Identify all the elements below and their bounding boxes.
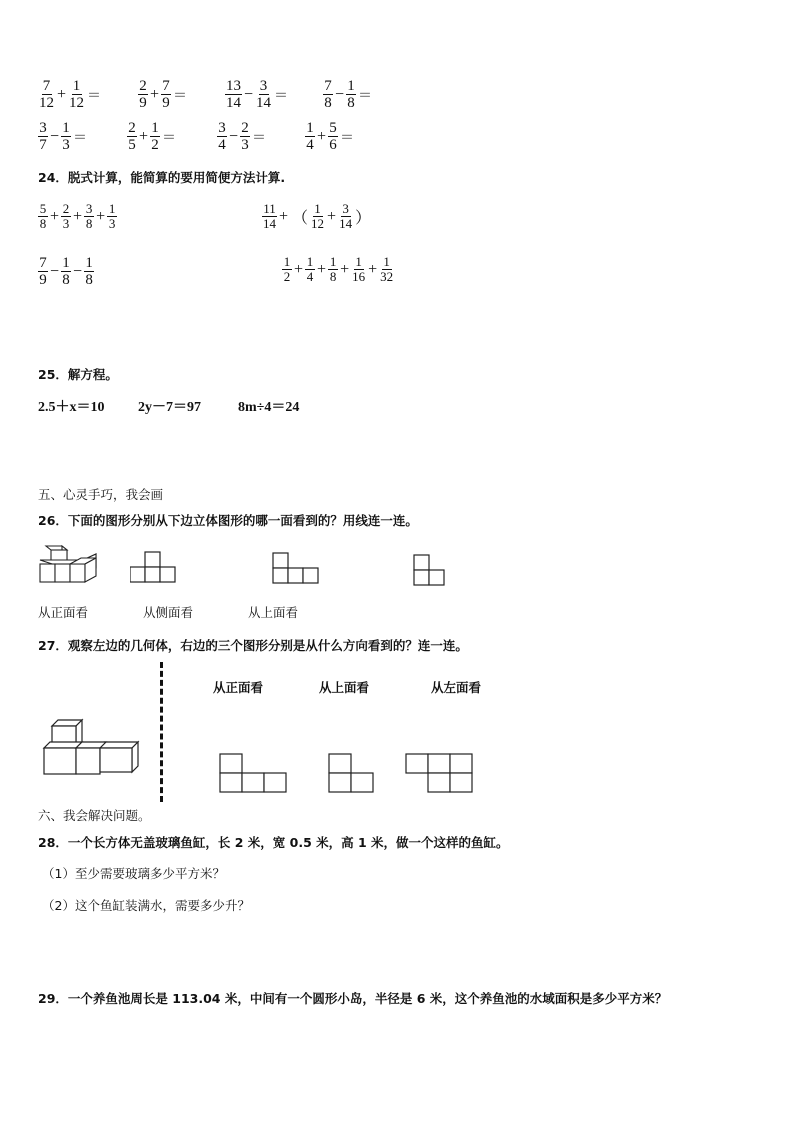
q23-row1-expr4: $\frac{7}{8}$ − $\frac{1}{8}$ ＝	[324, 78, 373, 111]
q24-title: 24．脱式计算，能简算的要用简便方法计算.	[38, 170, 286, 185]
q24-expr1: $\frac{5}{8}$ + $\frac{2}{3}$ + $\frac{3}{8}$ + $\frac{1}{3}$	[39, 201, 116, 231]
q27-header-front: 从正面看	[213, 680, 264, 695]
q26-label-top: 从上面看	[248, 605, 299, 620]
q25-title: 25．解方程。	[38, 367, 118, 382]
fraction: $\frac{7}{12}$	[39, 78, 54, 111]
q27-header-left: 从左面看	[431, 680, 482, 695]
q23-row1-expr3: $\frac{13}{14}$ − $\frac{3}{14}$ ＝	[226, 78, 289, 111]
q26-view-2	[272, 551, 320, 587]
q28-part1: （1）至少需要玻璃多少平方米？	[42, 866, 225, 881]
q26-label-side: 从侧面看	[143, 605, 194, 620]
q28-part2: （2）这个鱼缸装满水，需要多少升？	[42, 898, 250, 913]
q26-view-3	[413, 554, 449, 590]
q25-equation-3: 8m÷4＝24	[238, 400, 300, 415]
q27-solid-figure	[42, 718, 142, 778]
q23-row2-expr1: $\frac{3}{7}$ − $\frac{1}{3}$ ＝	[39, 120, 88, 153]
section-5-title: 五、心灵手巧，我会画	[38, 487, 164, 502]
q23-row1-expr2: $\frac{2}{9}$ + $\frac{7}{9}$ ＝	[139, 78, 188, 111]
q28-title: 28．一个长方体无盖玻璃鱼缸，长 2 米，宽 0.5 米，高 1 米，做一个这样的鱼缸。	[38, 835, 509, 850]
section-6-title: 六、我会解决问题。	[38, 808, 151, 823]
fraction: $\frac{1}{12}$	[69, 78, 85, 111]
q27-view-3	[404, 752, 476, 796]
q27-title: 27．观察左边的几何体，右边的三个图形分别是从什么方向看到的？连一连。	[38, 638, 468, 653]
q27-view-1	[218, 752, 290, 796]
q24-expr4: $\frac{1}{2}$ + $\frac{1}{4}$ + $\frac{1}{8}$ + $\frac{1}{16}$ + $\frac{1}{32}$	[283, 254, 394, 284]
q29-title: 29．一个养鱼池周长是 113.04 米，中间有一个圆形小岛，半径是 6 米，这个养鱼池的水域面积是多少平方米？	[38, 991, 668, 1006]
q23-row2-expr2: $\frac{2}{5}$ + $\frac{1}{2}$ ＝	[128, 120, 177, 153]
q27-divider	[160, 662, 163, 802]
q26-view-1	[130, 550, 178, 586]
q23-row1-expr1: $\frac{7}{12}$ + $\frac{1}{12}$ ＝	[39, 78, 102, 111]
q23-row2-expr3: $\frac{3}{4}$ − $\frac{2}{3}$ ＝	[218, 120, 267, 153]
q26-solid-figure	[38, 544, 102, 586]
q27-header-top: 从上面看	[319, 680, 370, 695]
q26-title: 26．下面的图形分别从下边立体图形的哪一面看到的？用线连一连。	[38, 513, 418, 528]
q24-expr3: $\frac{7}{9}$ − $\frac{1}{8}$ − $\frac{1}{8}$	[39, 255, 93, 288]
q24-expr2: $\frac{11}{14}$ + （ $\frac{1}{12}$ + $\frac{3}{14}$ ）	[263, 201, 372, 231]
q25-equation-2: 2y－7＝97	[138, 400, 201, 415]
q23-row2-expr4: $\frac{1}{4}$ + $\frac{5}{6}$ ＝	[306, 120, 355, 153]
q25-equation-1: 2.5＋x＝10	[38, 400, 105, 415]
q26-label-front: 从正面看	[38, 605, 89, 620]
q27-view-2	[327, 752, 379, 796]
